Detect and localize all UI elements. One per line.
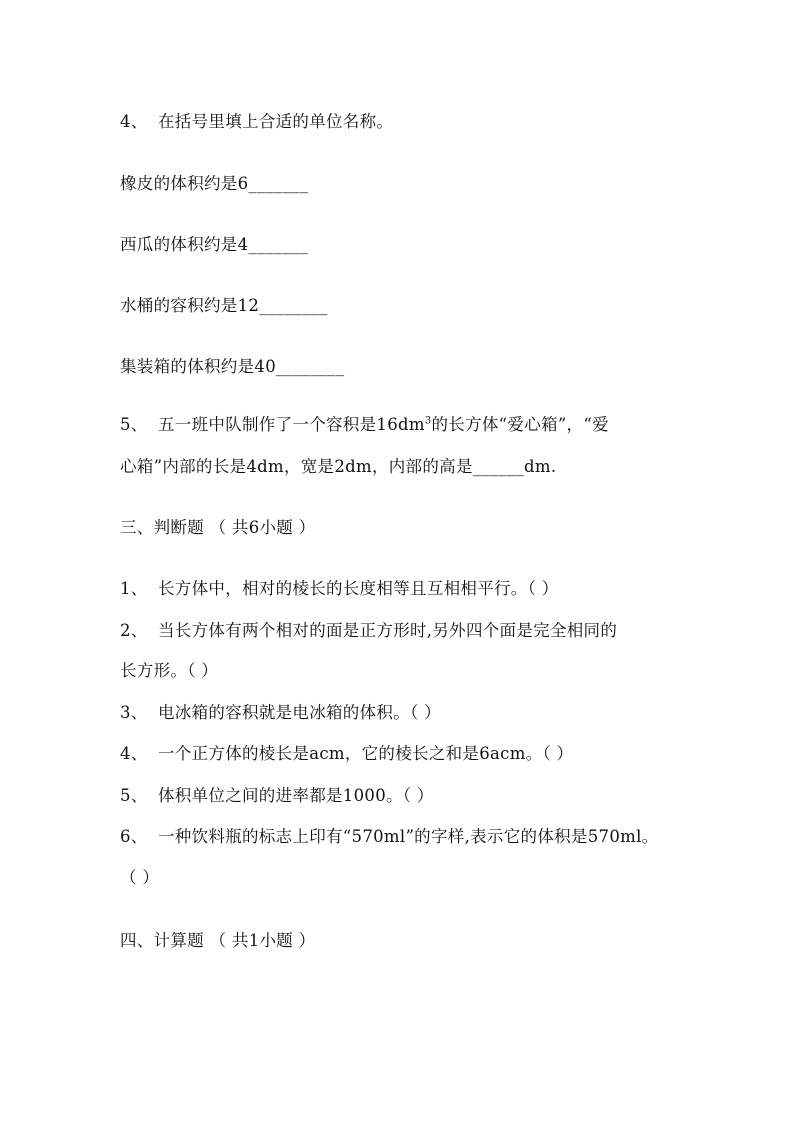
item-number: 1、 <box>120 579 148 598</box>
item-text: 长方体中，相对的棱长的长度相等且互相相平行。（ ） <box>158 579 559 598</box>
question-text: 在括号里填上合适的单位名称。 <box>158 112 394 131</box>
judge-item-2-cont: 长方形。（ ） <box>120 661 219 680</box>
item-text: 一种饮料瓶的标志上印有“570ml”的字样,表示它的体积是570ml。 <box>158 827 659 846</box>
judge-item-6-cont: （ ） <box>120 868 160 887</box>
fill-item-1: 橡皮的体积约是6_______ <box>120 174 309 193</box>
section-4-title: 四、计算题 （ 共1小题 ） <box>120 931 316 950</box>
item-number: 4、 <box>120 744 148 763</box>
judge-item-3 <box>120 699 441 723</box>
item-number: 5、 <box>120 786 148 805</box>
judge-item-1 <box>120 575 559 599</box>
question-text-a: 五一班中队制作了一个容积是16dm <box>158 415 425 434</box>
fill-item-4: 集装箱的体积约是40________ <box>120 357 345 376</box>
item-text: 电冰箱的容积就是电冰箱的体积。（ ） <box>158 703 441 722</box>
item-text: 一个正方体的棱长是acm，它的棱长之和是6acm。（ ） <box>158 744 574 763</box>
item-number: 6、 <box>120 827 148 846</box>
question-5-line-1 <box>120 411 609 435</box>
question-4-heading <box>120 108 393 132</box>
fill-item-2: 西瓜的体积约是4_______ <box>120 235 309 254</box>
fill-item-3: 水桶的容积约是12________ <box>120 296 328 315</box>
item-text: 当长方体有两个相对的面是正方形时,另外四个面是完全相同的 <box>158 621 618 640</box>
question-text-b: 的长方体“爱心箱”，“爱 <box>431 415 609 434</box>
judge-item-2 <box>120 617 617 641</box>
item-text: 体积单位之间的进率都是1000。（ ） <box>158 786 434 805</box>
section-3-title: 三、判断题 （ 共6小题 ） <box>120 518 316 537</box>
question-number: 4、 <box>120 112 148 131</box>
superscript: 3 <box>424 415 432 427</box>
question-number: 5、 <box>120 415 148 434</box>
item-number: 3、 <box>120 703 148 722</box>
judge-item-4 <box>120 740 573 764</box>
judge-item-6 <box>120 823 658 847</box>
judge-item-5 <box>120 782 434 806</box>
question-5-line-2: 心箱”内部的长是4dm，宽是2dm，内部的高是______dm. <box>120 457 557 476</box>
item-number: 2、 <box>120 621 148 640</box>
